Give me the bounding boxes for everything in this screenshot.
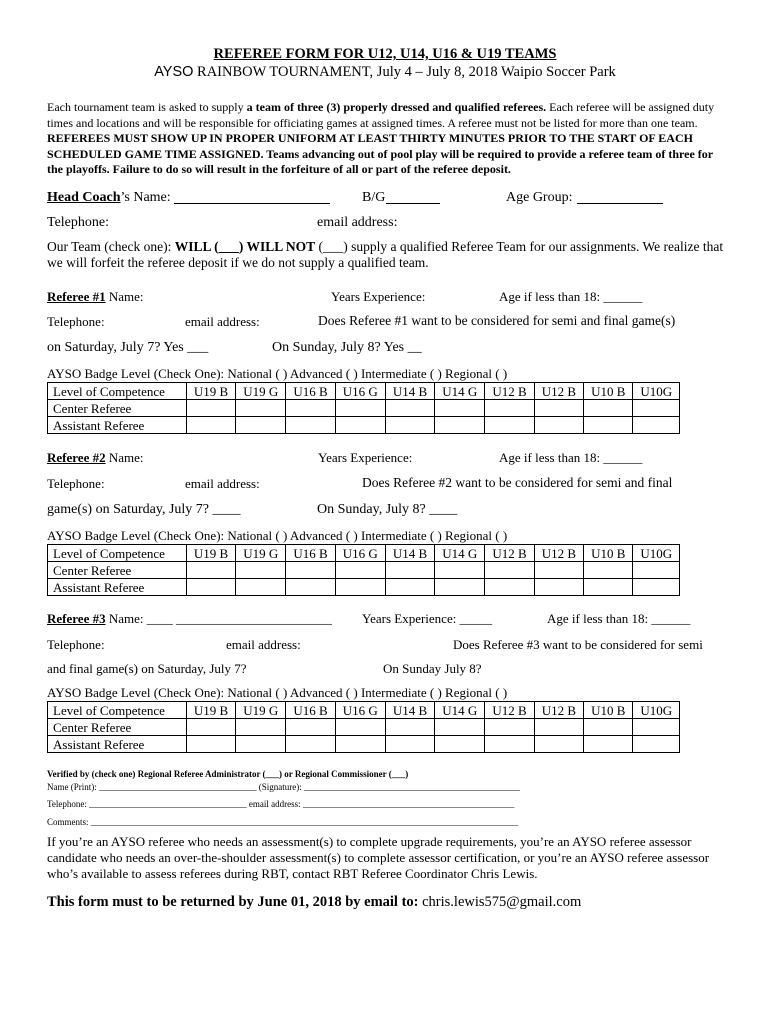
referee-2-badge-level: AYSO Badge Level (Check One): National ( ) Advanced ( ) Intermediate ( ) Regional ( ) bbox=[47, 528, 508, 543]
referee-2-years-label: Years Experience: bbox=[318, 450, 413, 465]
coach-email-label: email address: bbox=[317, 215, 398, 230]
table-cell[interactable] bbox=[335, 562, 385, 579]
table-cell[interactable] bbox=[485, 400, 534, 417]
referee-3-heading: Referee #3 bbox=[47, 611, 106, 626]
referee-2-age-label bbox=[499, 450, 642, 466]
table-cell[interactable] bbox=[385, 400, 434, 417]
table-cell[interactable] bbox=[584, 400, 633, 417]
table-cell[interactable] bbox=[335, 579, 385, 596]
header-u19b: U19 B bbox=[186, 702, 235, 719]
team-text-2: (___) supply a qualified Referee Team for our assignments. We realize that we will forfeit the referee deposit if we do not supply a qualified team. bbox=[47, 239, 724, 270]
coach-telephone-label: Telephone: bbox=[47, 215, 109, 230]
form-subtitle bbox=[0, 64, 770, 81]
referee-3-email-label: email address: bbox=[226, 637, 301, 652]
table-row bbox=[48, 736, 680, 753]
table-cell[interactable] bbox=[236, 562, 286, 579]
referee-2-saturday: game(s) on Saturday, July 7? ____ bbox=[47, 502, 241, 517]
header-u10g: U10G bbox=[633, 545, 680, 562]
referee-3-badge-level: AYSO Badge Level (Check One): National ( ) Advanced ( ) Intermediate ( ) Regional ( ) bbox=[47, 685, 508, 700]
referee-3-years-label[interactable]: Years Experience: _____ bbox=[362, 611, 493, 626]
referee-1-saturday: on Saturday, July 7? Yes ___ bbox=[47, 340, 209, 355]
referee-2-heading: Referee #2 bbox=[47, 450, 106, 465]
referee-2-name-text: Name: bbox=[105, 450, 144, 465]
verifier-telephone-email[interactable]: Telephone: ___________________________________ email address: _______________________________________________ bbox=[47, 799, 515, 809]
subtitle-event: RAINBOW TOURNAMENT, July 4 – July 8, 2018 Waipio Soccer Park bbox=[193, 64, 616, 80]
table-row bbox=[48, 719, 680, 736]
row-assistant-referee: Assistant Referee bbox=[48, 417, 187, 434]
referee-1-semi-question: Does Referee #1 want to be considered for semi and final game(s) bbox=[318, 313, 676, 328]
coach-name-field[interactable] bbox=[174, 203, 330, 204]
table-cell[interactable] bbox=[236, 719, 286, 736]
referee-2-age-field[interactable]: ______ bbox=[603, 450, 643, 465]
referee-3-name-label bbox=[47, 611, 332, 627]
table-cell[interactable] bbox=[385, 719, 434, 736]
table-cell[interactable] bbox=[335, 417, 385, 434]
referee-3-age-field[interactable]: ______ bbox=[651, 611, 691, 626]
verifier-name-signature[interactable]: Name (Print): ___________________________________ (Signature): ________________________________________________ bbox=[47, 782, 520, 792]
assessment-paragraph: If you’re an AYSO referee who needs an assessment(s) to complete upgrade requirements, you’re an AYSO referee assessor candidate who needs an over-the-shoulder assessment(s) to complete assessor certification, or you’re an AYSO referee assessor who’s available to assess referees during RBT, contact RBT Referee Coordinator Chris Lewis. bbox=[47, 834, 710, 881]
table-header-row bbox=[48, 702, 680, 719]
row-assistant-referee: Assistant Referee bbox=[48, 579, 187, 596]
header-u19g: U19 G bbox=[236, 383, 286, 400]
referee-1-age-label bbox=[499, 289, 642, 305]
table-cell[interactable] bbox=[186, 400, 235, 417]
referee-2-semi-question: Does Referee #2 want to be considered for semi and final bbox=[362, 475, 673, 490]
table-cell[interactable] bbox=[485, 719, 534, 736]
age-group-label: Age Group: bbox=[506, 190, 573, 205]
referee-2-email-label: email address: bbox=[185, 476, 260, 491]
header-u19b: U19 B bbox=[186, 383, 235, 400]
header-level: Level of Competence bbox=[48, 702, 187, 719]
header-u10b: U10 B bbox=[584, 702, 633, 719]
referee-1-age-text: Age if less than 18: bbox=[499, 289, 601, 304]
referee-1-heading: Referee #1 bbox=[47, 289, 106, 304]
table-cell[interactable] bbox=[633, 417, 680, 434]
referee-3-name-text[interactable]: Name: ____ ________________________ bbox=[105, 611, 332, 626]
table-cell[interactable] bbox=[435, 400, 485, 417]
intro-text-1: Each tournament team is asked to supply bbox=[47, 100, 247, 114]
header-u16b: U16 B bbox=[286, 545, 335, 562]
referee-1-age-field[interactable]: ______ bbox=[603, 289, 643, 304]
table-cell[interactable] bbox=[485, 736, 534, 753]
table-cell[interactable] bbox=[335, 719, 385, 736]
header-u14b: U14 B bbox=[385, 383, 434, 400]
head-coach-name-label bbox=[47, 190, 171, 206]
table-cell[interactable] bbox=[485, 579, 534, 596]
age-group-field[interactable] bbox=[577, 203, 663, 204]
table-cell[interactable] bbox=[435, 562, 485, 579]
table-cell[interactable] bbox=[286, 562, 335, 579]
intro-paragraph bbox=[47, 100, 727, 178]
table-cell[interactable] bbox=[534, 400, 583, 417]
row-center-referee: Center Referee bbox=[48, 562, 187, 579]
intro-bold-2: REFEREES MUST SHOW UP IN PROPER UNIFORM AT LEAST THIRTY MINUTES PRIOR TO THE START OF EACH SCHEDULED GAME TIME ASSIGNED. Teams advancing out of pool play will be required to provide a referee team of three for the playoffs. Failure to do so will result in the forfeiture of all or part of the referee deposit. bbox=[47, 131, 713, 176]
referee-2-table bbox=[47, 544, 680, 596]
header-u19g: U19 G bbox=[236, 702, 286, 719]
referee-3-semi-question: Does Referee #3 want to be considered for semi bbox=[453, 637, 703, 652]
table-cell[interactable] bbox=[186, 562, 235, 579]
header-level: Level of Competence bbox=[48, 545, 187, 562]
table-cell[interactable] bbox=[534, 579, 583, 596]
table-cell[interactable] bbox=[633, 736, 680, 753]
header-u19g: U19 G bbox=[236, 545, 286, 562]
referee-1-telephone-label: Telephone: bbox=[47, 314, 105, 329]
table-cell[interactable] bbox=[534, 736, 583, 753]
header-u16g: U16 G bbox=[335, 383, 385, 400]
header-u14g: U14 G bbox=[435, 702, 485, 719]
referee-1-name-text: Name: bbox=[105, 289, 144, 304]
header-u12b-2: U12 B bbox=[534, 545, 583, 562]
header-u16b: U16 B bbox=[286, 702, 335, 719]
table-cell[interactable] bbox=[186, 719, 235, 736]
table-cell[interactable] bbox=[286, 417, 335, 434]
table-cell[interactable] bbox=[236, 736, 286, 753]
table-row bbox=[48, 562, 680, 579]
header-u12b-2: U12 B bbox=[534, 383, 583, 400]
table-row bbox=[48, 417, 680, 434]
table-cell[interactable] bbox=[435, 719, 485, 736]
table-cell[interactable] bbox=[633, 719, 680, 736]
referee-3-sunday: On Sunday July 8? bbox=[383, 661, 482, 676]
header-u14b: U14 B bbox=[385, 702, 434, 719]
table-cell[interactable] bbox=[186, 417, 235, 434]
referee-1-badge-level: AYSO Badge Level (Check One): National ( ) Advanced ( ) Intermediate ( ) Regional ( ) bbox=[47, 366, 508, 381]
table-row bbox=[48, 579, 680, 596]
referee-2-telephone-label: Telephone: bbox=[47, 476, 105, 491]
intro-bold-1: a team of three (3) properly dressed and qualified referees. bbox=[246, 100, 547, 114]
referee-3-saturday: and final game(s) on Saturday, July 7? bbox=[47, 661, 247, 676]
referee-1-sunday: On Sunday, July 8? Yes __ bbox=[272, 340, 422, 355]
will-will-not: WILL (___) WILL NOT bbox=[174, 239, 316, 254]
row-center-referee: Center Referee bbox=[48, 400, 187, 417]
table-cell[interactable] bbox=[186, 736, 235, 753]
header-u14g: U14 G bbox=[435, 383, 485, 400]
table-cell[interactable] bbox=[335, 400, 385, 417]
table-cell[interactable] bbox=[633, 579, 680, 596]
header-u10g: U10G bbox=[633, 702, 680, 719]
referee-3-age-text: Age if less than 18: bbox=[547, 611, 649, 626]
head-coach-heading: Head Coach bbox=[47, 190, 121, 205]
table-cell[interactable] bbox=[584, 719, 633, 736]
header-u14b: U14 B bbox=[385, 545, 434, 562]
subtitle-ayso: AYSO bbox=[154, 64, 194, 80]
table-cell[interactable] bbox=[435, 736, 485, 753]
header-u12b-2: U12 B bbox=[534, 702, 583, 719]
bg-label: B/G bbox=[362, 190, 386, 205]
header-u12b: U12 B bbox=[485, 383, 534, 400]
table-cell[interactable] bbox=[534, 417, 583, 434]
table-cell[interactable] bbox=[236, 400, 286, 417]
table-cell[interactable] bbox=[186, 579, 235, 596]
coach-name-text: ’s Name: bbox=[120, 190, 171, 205]
table-cell[interactable] bbox=[385, 736, 434, 753]
table-cell[interactable] bbox=[385, 417, 434, 434]
referee-1-email-label: email address: bbox=[185, 314, 260, 329]
header-u16b: U16 B bbox=[286, 383, 335, 400]
header-u19b: U19 B bbox=[186, 545, 235, 562]
header-u16g: U16 G bbox=[335, 702, 385, 719]
intro-text-2: Each referee will be assigned duty times and locations and will be responsible for officiating games at assigned times. A referee must not be listed for more than one team. bbox=[47, 100, 715, 130]
row-center-referee: Center Referee bbox=[48, 719, 187, 736]
table-cell[interactable] bbox=[335, 736, 385, 753]
header-level: Level of Competence bbox=[48, 383, 187, 400]
header-u12b: U12 B bbox=[485, 702, 534, 719]
return-text: This form must to be returned by June 01, 2018 by email to: bbox=[47, 894, 423, 910]
table-header-row bbox=[48, 383, 680, 400]
table-cell[interactable] bbox=[485, 417, 534, 434]
table-cell[interactable] bbox=[435, 417, 485, 434]
header-u10b: U10 B bbox=[584, 383, 633, 400]
header-u10b: U10 B bbox=[584, 545, 633, 562]
header-u14g: U14 G bbox=[435, 545, 485, 562]
header-u10g: U10G bbox=[633, 383, 680, 400]
table-cell[interactable] bbox=[584, 736, 633, 753]
referee-1-years-label: Years Experience: bbox=[331, 289, 426, 304]
row-assistant-referee: Assistant Referee bbox=[48, 736, 187, 753]
table-cell[interactable] bbox=[485, 562, 534, 579]
referee-3-age-label bbox=[547, 611, 690, 627]
table-cell[interactable] bbox=[236, 579, 286, 596]
referee-1-table bbox=[47, 382, 680, 434]
referee-2-age-text: Age if less than 18: bbox=[499, 450, 601, 465]
table-cell[interactable] bbox=[286, 400, 335, 417]
referee-1-name-label bbox=[47, 289, 144, 305]
table-cell[interactable] bbox=[435, 579, 485, 596]
team-commitment bbox=[47, 239, 727, 271]
table-cell[interactable] bbox=[286, 579, 335, 596]
table-cell[interactable] bbox=[584, 562, 633, 579]
table-cell[interactable] bbox=[534, 719, 583, 736]
bg-field[interactable] bbox=[386, 203, 440, 204]
form-title: REFEREE FORM FOR U12, U14, U16 & U19 TEAMS bbox=[213, 46, 557, 62]
table-row bbox=[48, 400, 680, 417]
table-cell[interactable] bbox=[385, 562, 434, 579]
referee-2-sunday: On Sunday, July 8? ____ bbox=[317, 502, 458, 517]
return-instructions bbox=[47, 894, 581, 911]
table-cell[interactable] bbox=[584, 417, 633, 434]
table-cell[interactable] bbox=[534, 562, 583, 579]
table-header-row bbox=[48, 545, 680, 562]
table-cell[interactable] bbox=[633, 400, 680, 417]
header-u16g: U16 G bbox=[335, 545, 385, 562]
table-cell[interactable] bbox=[633, 562, 680, 579]
table-cell[interactable] bbox=[286, 736, 335, 753]
table-cell[interactable] bbox=[385, 579, 434, 596]
table-cell[interactable] bbox=[286, 719, 335, 736]
return-email-link[interactable]: chris.lewis575@gmail.com bbox=[422, 894, 582, 910]
table-cell[interactable] bbox=[584, 579, 633, 596]
table-cell[interactable] bbox=[236, 417, 286, 434]
referee-3-telephone-label: Telephone: bbox=[47, 637, 105, 652]
verified-by: Verified by (check one) Regional Referee Administrator (___) or Regional Commissioner (___) bbox=[47, 769, 409, 779]
verifier-comments[interactable]: Comments: _______________________________________________________________________________________________ bbox=[47, 817, 519, 827]
referee-3-table bbox=[47, 701, 680, 753]
referee-2-name-label bbox=[47, 450, 144, 466]
header-u12b: U12 B bbox=[485, 545, 534, 562]
team-text-1: Our Team (check one): bbox=[47, 239, 175, 254]
